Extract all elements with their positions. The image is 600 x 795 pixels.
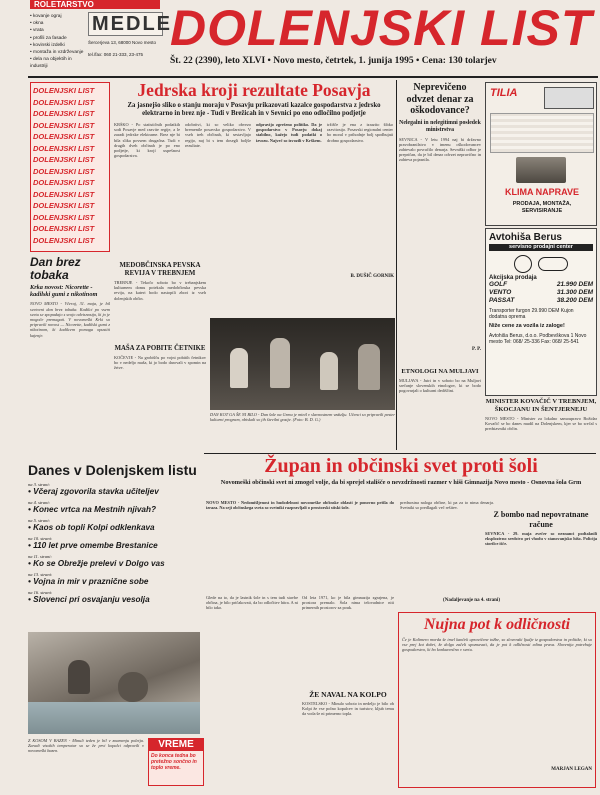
- school-day-caption: DAN KOT GA ŠE NI BILO - Dan šole na Grmu je minil v slavnostnem vzdušju. Učenci so pripravili pester kulturni program, obiskali so jih številni gostje. (Foto: B. D. G.): [210, 412, 395, 423]
- sub2-title: MAŠA ZA POBITE ČETNIKE: [114, 345, 206, 352]
- danes-title: Danes v Dolenjskem listu: [28, 462, 197, 478]
- strip-item: DOLENJSKI LIST: [33, 212, 95, 222]
- service-item: • dela na objektih in industriji: [30, 57, 72, 70]
- danes-item: [28, 554, 200, 569]
- danes-page: na 5. strani:: [28, 518, 51, 523]
- zupan-title: Župan in občinski svet proti šoli: [264, 455, 538, 477]
- car-name: GOLF: [489, 281, 508, 288]
- strip-item: DOLENJSKI LIST: [33, 109, 95, 118]
- masthead: [0, 0, 600, 80]
- car-row: [489, 297, 593, 305]
- strip-item: DOLENJSKI LIST: [33, 201, 95, 210]
- lead-col4: tržišče je ena z izrazito šibko razvitostjo. Posavski regionalni center bo moral v prihodnje bolj spodbujati drobno gospodarstvo.: [327, 122, 393, 143]
- nujna-title: Nujna pot k odličnosti: [423, 616, 571, 633]
- car-row: [489, 289, 593, 297]
- ethno-title: ETNOLOGI NA MULJAVI: [401, 368, 479, 375]
- minister-body: NOVO MESTO - Minister za lokalno samoupravo Božidar Kovačič se bo danes mudil na Dolenjskem, kjer se bo srečal s predstavniki občin.: [485, 416, 597, 432]
- nujna-article: [398, 612, 596, 788]
- danes-text: • Včeraj zgovorila stavka učiteljev: [28, 487, 159, 496]
- strip-item: DOLENJSKI LIST: [33, 178, 95, 187]
- lead-title: Jedrska kroji rezultate Posavja: [137, 80, 371, 100]
- car-row: [489, 281, 593, 289]
- car-price: 38.200 DEM: [556, 297, 593, 304]
- tilia-logo-icon: [544, 87, 594, 109]
- tilia-title: TILIA: [490, 87, 518, 99]
- danes-box: [28, 462, 200, 627]
- sub1-title: MEDOBČINSKA PEVSKA REVIJA V TREBNJEM: [119, 262, 201, 277]
- kolpa-title: ŽE NAVAL NA KOLPO: [309, 690, 387, 699]
- zupan-body4: prednostna naloga občine, ki pa za to nima denarja. Svetniki so predlagali več rešitev.: [400, 500, 494, 511]
- ethno-article: [399, 368, 481, 450]
- car-price: 31.300 DEM: [556, 289, 593, 296]
- newspaper-title: DOLENJSKI LIST: [170, 0, 593, 56]
- tilia-ad: [485, 82, 597, 226]
- lead-col3: odpravijo zgrešeno politiko. Da je gospodarstvo v Posavju dokaj stabilno, kažejo tudi podatki o izvozu. Največ so izvozili v Krškem.: [256, 122, 322, 143]
- dan-title: Dan brez tobaka: [30, 255, 81, 282]
- issue-line: Št. 22 (2390), leto XLVI • Novo mesto, četrtek, 1. junija 1995 • Cena: 130 tolarjev: [170, 56, 497, 66]
- side-title: Neprevičeno odvzet denar za oškodovance?: [406, 82, 474, 116]
- vreme-title: VREME: [149, 739, 203, 751]
- zupan-body1: NOVO MESTO - Nedomišljenost in hudodelnost novomeške občinske oblasti je ponovno prišla do izraza. Na seji občinskega sveta so svetniki razpravljali o prostorski stiski šole.: [206, 500, 394, 511]
- strip-item: DOLENJSKI LIST: [33, 224, 95, 233]
- service-item: • vrata: [30, 28, 44, 34]
- minister-title: MINISTER KOVAČIČ V TREBNJEM, ŠKOCJANU IN ŠENTJERNEJU: [485, 398, 597, 413]
- danes-text: • Ko se Obrežje prelevi v Dolgo vas: [28, 559, 165, 568]
- school-day-photo: [210, 318, 395, 410]
- strip-item: DOLENJSKI LIST: [33, 132, 95, 141]
- danes-text: • 110 let prve omembe Brestanice: [28, 541, 158, 550]
- dan-body: NOVO MESTO - Včeraj, 31. maja, je bil svetovni dan brez tobaka. Kadilci po vsem svetu se spopadajo s svojo odvisnostjo, ki jo je mogoče premagati. V novomeški Krki so pripravili novost — Nicorette, kadilski gumi z nikotinom, ki kadilcem pomaga opustiti kajenje.: [30, 301, 110, 338]
- vreme-text: Do konca tedna bo pretežno sončno in toplo vreme.: [151, 753, 197, 771]
- vreme-box: [148, 738, 204, 786]
- danes-item: [28, 590, 200, 605]
- bomba-title: Z bombo nad nepovratnane račune: [493, 510, 589, 529]
- ethno-body: MULJAVA - Jutri in v soboto bo na Muljavi srečanje slovenskih etnologov, ki se bodo pogovarjali o kulturni dediščini.: [399, 378, 481, 394]
- strip-item: DOLENJSKI LIST: [33, 155, 95, 164]
- photo-figure-icon: [358, 344, 380, 390]
- danes-item: [28, 482, 200, 497]
- berus-title: Avtohiša Berus: [489, 232, 562, 243]
- dan-brez-tobaka-article: [30, 256, 110, 461]
- side-article: [399, 82, 481, 362]
- danes-item: [28, 518, 200, 533]
- side-body: SEVNICA - V letu 1994 naj bi državno pravobranilstvo v imenu oškodovancev zahtevalo povračilo denarja. Sevniški odbor je prepričan, da je bil denar odvzet nepravično in zahteva pojasnila.: [399, 136, 481, 163]
- lead-byline: B. DUŠIČ GORNIK: [350, 274, 394, 279]
- sub2-body: KOČEVJE - Na grobišču po vojni pobitih četnikov bo v nedeljo maša, ki jo bodo darovali v spomin na žrtve.: [114, 355, 206, 371]
- strip-item: DOLENJSKI LIST: [33, 86, 95, 95]
- kolpa-article: [302, 690, 394, 788]
- danes-page: na 4. strani:: [28, 500, 51, 505]
- strip-item: DOLENJSKI LIST: [33, 235, 95, 245]
- danes-text: • Kaos ob topli Kolpi odklenkava: [28, 523, 155, 532]
- danes-page: na 13. strani:: [28, 572, 53, 577]
- berus-ad: [485, 228, 597, 396]
- side-subtitle: Nelegalni in nelegitimni posledek ministrstva: [399, 119, 481, 133]
- service-item: • montaža in vzdrževanje: [30, 50, 84, 56]
- side-byline: P. P.: [472, 346, 481, 352]
- danes-page: na 11. strani:: [28, 554, 53, 559]
- service-item: • okna: [30, 21, 44, 27]
- pool-caption: Z KOSOM V BAZEN - Minuli teden je bil v znamenju poletja. Zaradi visokih temperatur so se že prvi kopalci odpravili v novomeški bazen.: [28, 738, 144, 754]
- bomba-article: [485, 510, 597, 610]
- audi-logo-icon: [538, 257, 568, 271]
- nujna-byline: MARJAN LEGAN: [551, 767, 592, 772]
- side-rule: [396, 80, 397, 450]
- danes-page: na 10. strani:: [28, 536, 53, 541]
- berus-address: Avtohiša Berus, d.o.o. Podbevškova 1 Novo mesto Tel: 068/ 25-336 Fax: 068/ 25-541: [489, 332, 587, 345]
- zupan-body2: Glede na to, da je lastnik šole in s tem tudi stavbe občina, je bilo pričakovati, da bo odločitev hitra. A ni bilo tako.: [206, 595, 298, 611]
- nujna-body: Če je Kalimero morda še imel kanček upravičene tožbe, so slovenski ljudje iz gospodarstva in politike, ki so vse prej kot dobri, že dolgo začeli spoznavati, da je pot k odličnosti edina prava. Slovenija potrebuje gospodarstvo, ki bo konkurenčno v svetu.: [402, 637, 592, 653]
- photo-water: [28, 702, 200, 734]
- kolpa-body: KOSTELSKO - Minulo soboto in nedeljo je bilo ob Kolpi že vse polno kopalcev in turistov, kljub temu da voda še ni primerno topla.: [302, 701, 394, 717]
- service-item: • kovinski izdelki: [30, 42, 65, 48]
- danes-text: • Slovenci pri osvajanju vesolja: [28, 595, 150, 604]
- vw-logo-icon: [514, 255, 532, 273]
- bomba-body: SEVNICA - 29. maja zvečer so neznanci podtaknili eksplozivno sredstvo pri vhodu v stanovanjsko hišo. Policija storilce išče.: [485, 531, 597, 547]
- masa-article: [114, 345, 206, 415]
- masthead-rule: [28, 76, 598, 78]
- tilia-line: PRODAJA, MONTAŽA,: [512, 201, 572, 207]
- tilia-sub: KLIMA NAPRAVE: [505, 187, 579, 197]
- brand-strip: ROLETARSTVO: [30, 0, 160, 9]
- tilia-line: SERVISIRANJE: [521, 208, 563, 214]
- strip-item: DOLENJSKI LIST: [33, 189, 95, 199]
- danes-item: [28, 536, 200, 551]
- berus-subtitle: servisno prodajni center: [489, 244, 593, 251]
- berus-akcija: Akcijska prodaja: [489, 275, 537, 281]
- photo-figure-icon: [68, 660, 90, 694]
- lead-col1: KRŠKO - Po statističnih podatkih sodi Posavje med razvite regije, a le zaradi jedrske elektrarne. Brez nje bi bila slika povsem drugačna. Tudi v drugih dveh občinah je po eno podjetje, ki krojí uspešnost gospodarstva.: [114, 122, 180, 159]
- danes-page: na 3. strani:: [28, 482, 51, 487]
- danes-item: [28, 572, 200, 587]
- strip-item: DOLENJSKI LIST: [33, 166, 95, 176]
- repeat-strip: [30, 82, 110, 252]
- zupan-continued: (Nadaljevanje na 4. strani): [443, 598, 500, 603]
- air-conditioner-icon: [516, 157, 566, 183]
- service-item: • kovanje ograj: [30, 14, 62, 19]
- service-item: • profili za fasade: [30, 35, 67, 41]
- minister-article: [485, 398, 597, 518]
- medobcinska-article: [114, 262, 206, 342]
- sub1-body: TREBNJE - Tekočo soboto bo v trebanjskem kulturnem domu potekala medobčinska pevska revija, na kateri bodo nastopili zbori iz vseh dolenjskih občin.: [114, 280, 206, 301]
- pool-photo: [28, 632, 200, 734]
- dan-subtitle: Krka novost: Nicorette - kadilski gumi z nikotinom: [30, 284, 98, 299]
- lead-col2: odobritvi, ki so veliko obvezo bremenile posavsko gospodarstvo. V vseh treh občinah, ki sestavljajo regijo, naj bi s tem dosegli boljše rezultate.: [185, 122, 251, 148]
- medle-services: [30, 13, 86, 71]
- danes-item: [28, 500, 200, 515]
- medle-address: Šercerjeva 13, 68000 Novo mesto: [88, 40, 157, 45]
- strip-item: DOLENJSKI LIST: [33, 143, 95, 153]
- tilia-text-block: [490, 113, 594, 153]
- berus-extra: Transporter furgon 29.990 DEM Kujon dodatna oprema: [489, 308, 574, 320]
- photo-figure-icon: [118, 672, 148, 702]
- strip-item: DOLENJSKI LIST: [33, 120, 95, 130]
- car-price: 21.990 DEM: [556, 281, 593, 288]
- photo-figure-icon: [270, 338, 290, 388]
- lead-subtitle: Za jasnejšo sliko o stanju moraju v Posavju prikazovati kazalce gospodarstva z jedrsko elektrarno in brez nje - Tudi v Brežicah in v Sevnici po eno odločilno podjetje: [127, 102, 381, 117]
- danes-page: na 16. strani:: [28, 590, 53, 595]
- danes-text: • Vojna in mir v praznične sobe: [28, 577, 149, 586]
- danes-text: • Konec vrtca na Mestnih njivah?: [28, 505, 156, 514]
- strip-item: DOLENJSKI LIST: [33, 97, 95, 107]
- medle-contact: tel./fax: 060 21-333, 23-475: [88, 52, 144, 57]
- zupan-body3: Od leta 1971, ko je bila gimnazija zgrajena, je prostora premalo. Šola nima telovadnice niti primernih prostorov za pouk.: [302, 595, 394, 611]
- berus-note: Niže cene za vozila iz zaloge!: [489, 323, 565, 329]
- photo-figure-icon: [230, 348, 248, 388]
- car-name: PASSAT: [489, 297, 515, 304]
- medle-logo-text: MEDLE: [92, 13, 172, 35]
- photo-figure-icon: [320, 352, 338, 390]
- zupan-subtitle: Novomeški občinski svet ni zmogel volje, da bi sprejel stališče o nevzdržnosti razmer v hiši Gimnazija Novo mesto - Osnovna šola Grm: [220, 479, 582, 486]
- car-name: VENTO: [489, 289, 512, 296]
